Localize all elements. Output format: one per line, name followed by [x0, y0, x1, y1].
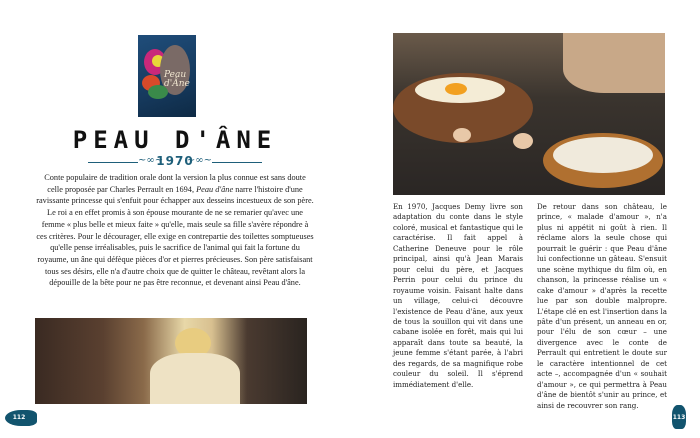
page-title: PEAU D'ÂNE	[72, 126, 278, 154]
flourish-right-icon: ~∞~	[186, 155, 212, 166]
intro-text: Conte populaire de tradition orale dont la version la plus connue est sans doute celle proposée par Charles Perrault en 1694, Peau d'âne narre l'histoire d'une ravissante princesse qui s'enfuit pour échapper aux desseins incestueux de son père. Le roi a en effet promis à son épouse mourante de ne se remarier qu'avec une femme « plus belle et mieux faite » qu'elle, mais seule sa fille s'avère répondre à ces critères. Pour le décourager, elle exige en contrepartie des toilettes somptueuses qu'elle pense irréalisables, puis le sacrifice de l'animal qui fait la fortune du royaume, un âne qui défèque pièces d'or et pierres précieuses. Son père satisfaisant tous ses désirs, elle n'a d'autre choix que de quitter le château, revêtant alors la dépouille de la bête pour ne pas être reconnue, et devenant ainsi Peau d'âne.	[36, 173, 314, 288]
right-page	[350, 0, 700, 438]
text-column-1: En 1970, Jacques Demy livre son adaptation du conte dans le style coloré, musical et fantastique qui le caractérise. Il fait appel à Catherine Deneuve pour le rôle principal, ainsi qu'à Jean Marais pour celui du père, et Jacques Perrin pour celui du prince du royaume voisin. Faisant halte dans un village, celui-ci découvre l'existence de Peau d'âne, aux yeux de tous la souillon qui vit dans une cabane isolée en forêt, mais qui lui apparaît dans toute sa beauté, la jeune femme s'étant parée, à l'abri des regards, de sa magnifique robe couleur du soleil. Il s'éprend immédiatement d'elle.	[393, 202, 523, 389]
text-column-2: De retour dans son château, le prince, « malade d'amour », n'a plus ni appétit ni goût à rien. Il réclame alors la seule chose qui pourrait le guérir : que Peau d'âne lui confectionne un gâteau. S'ensuit une scène mythique du film où, en chanson, la princesse réalise un « cake d'amour » d'après la recette lue par son double malpropre. L'étape clé en est l'insertion dans la pâte d'un présent, un anneau en or, pour l'élu de son cœur – une divergence avec le conte de Perrault qui entretient le doute sur le caractère intentionnel de cet acte –, accompagnée d'un « souhait d'amour », ce qui permettra à Peau d'âne de bientôt s'unir au prince, et ainsi de recouvrer son rang.	[537, 202, 667, 410]
flourish-left-icon: ~∞~	[138, 155, 164, 166]
page-number: 113	[672, 414, 686, 421]
film-still-photo	[35, 318, 307, 404]
year-label: 1970	[156, 154, 194, 168]
cake-baking-photo	[393, 33, 665, 195]
page-number: 112	[12, 414, 26, 421]
year-ornament	[88, 155, 262, 169]
poster-title: Peau d'Âne	[164, 70, 190, 89]
film-poster-image	[138, 35, 196, 117]
